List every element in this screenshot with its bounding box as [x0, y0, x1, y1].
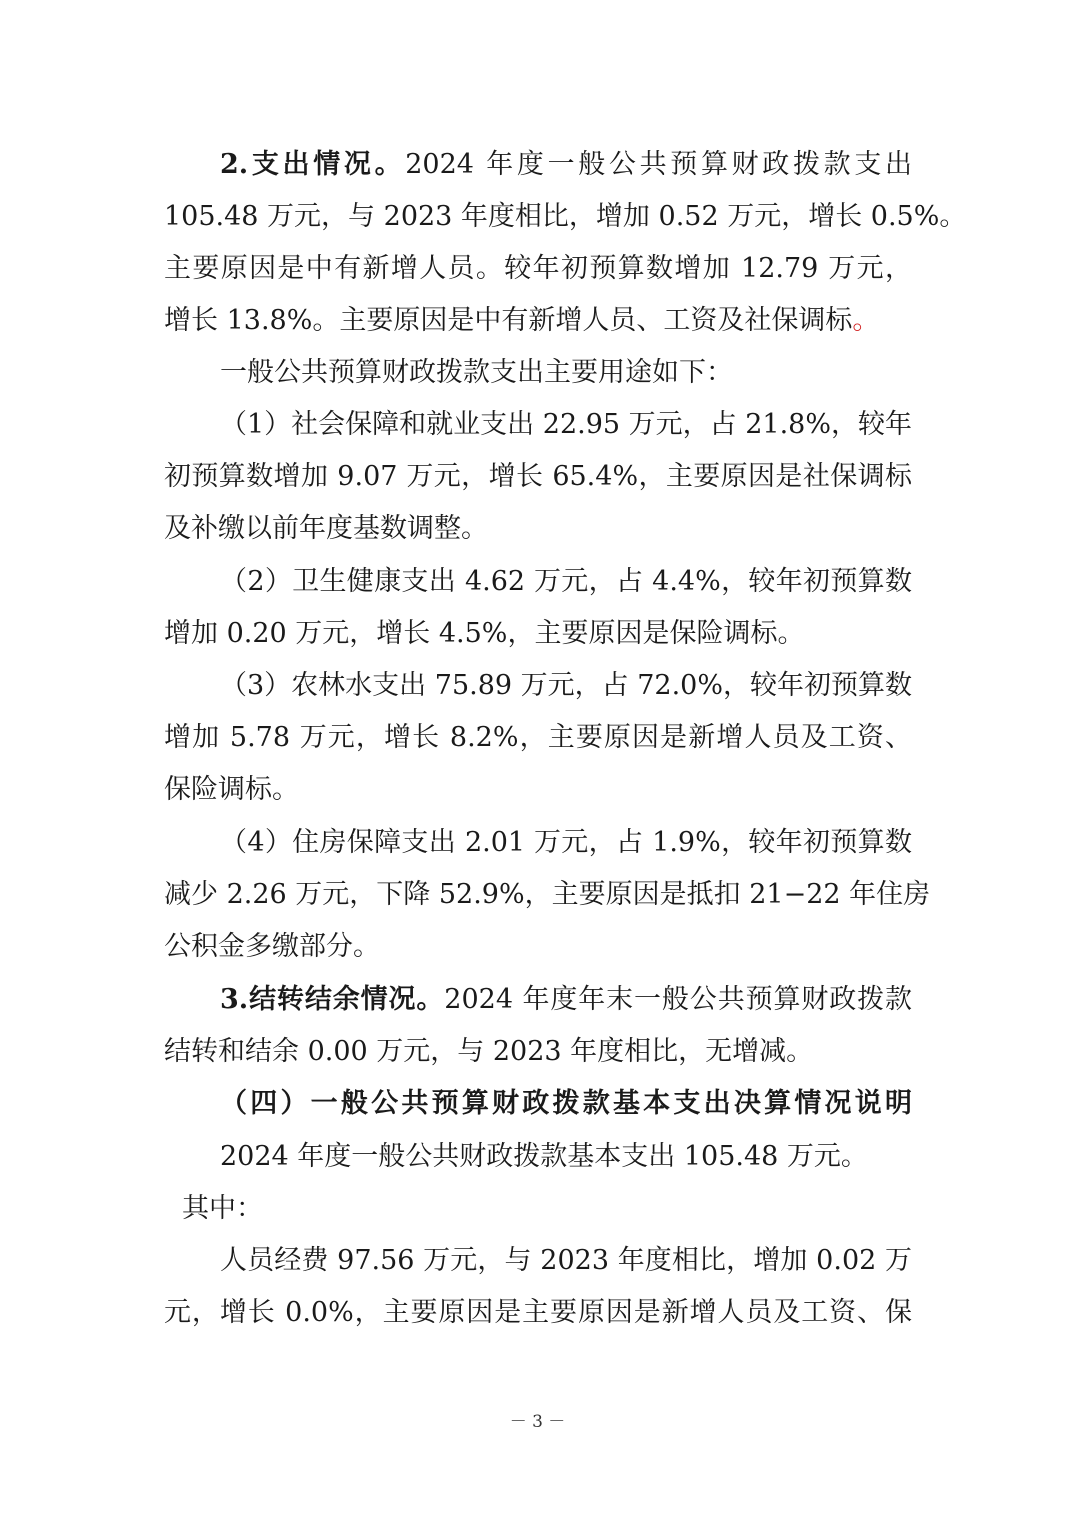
- section-four-heading: （四）一般公共预算财政拨款基本支出决算情况说明: [220, 1088, 912, 1119]
- expenditure-heading: 2.支出情况。: [220, 149, 406, 180]
- item2-line-2: 增加 0.20 万元，增长 4.5%，主要原因是保险调标。: [164, 618, 805, 649]
- expenditure-line-1: [220, 145, 912, 185]
- carryover-line-2: 结转和结余 0.00 万元，与 2023 年度相比，无增减。: [164, 1036, 814, 1067]
- basic-line-2: 其中：: [182, 1193, 263, 1224]
- item2-line-1: （2）卫生健康支出 4.62 万元，占 4.4%，较年初预算数: [220, 566, 912, 597]
- carryover-heading: 3.结转结余情况。: [220, 984, 445, 1015]
- uses-intro: 一般公共预算财政拨款支出主要用途如下：: [220, 357, 733, 388]
- item1-line-3: 及补缴以前年度基数调整。: [164, 513, 488, 544]
- carryover-line-1-text: 2024 年度年末一般公共预算财政拨款: [444, 984, 913, 1015]
- expenditure-line-3: 主要原因是中有新增人员。较年初预算数增加 12.79 万元，: [164, 253, 912, 284]
- item4-line-1: （4）住房保障支出 2.01 万元，占 1.9%，较年初预算数: [220, 827, 912, 858]
- carryover-line-1: [220, 980, 912, 1020]
- basic-line-1: 2024 年度一般公共财政拨款基本支出 105.48 万元。: [220, 1141, 868, 1172]
- expenditure-line-1-text: 2024 年度一般公共预算财政拨款支出: [405, 149, 913, 180]
- expenditure-line-4-end-mark: 。: [852, 305, 880, 336]
- item3-line-1: （3）农林水支出 75.89 万元，占 72.0%，较年初预算数: [220, 670, 912, 701]
- personnel-line-2: 元，增长 0.0%，主要原因是主要原因是新增人员及工资、保: [164, 1297, 912, 1328]
- item1-line-1: （1）社会保障和就业支出 22.95 万元，占 21.8%，较年: [220, 409, 912, 440]
- item1-line-2: 初预算数增加 9.07 万元，增长 65.4%，主要原因是社保调标: [164, 461, 912, 492]
- item4-line-3: 公积金多缴部分。: [164, 931, 380, 962]
- item4-line-2: 减少 2.26 万元，下降 52.9%，主要原因是抵扣 21−22 年住房: [164, 879, 931, 910]
- expenditure-line-4-text: 增长 13.8%。主要原因是中有新增人员、工资及社保调标: [164, 305, 853, 336]
- expenditure-line-2: 105.48 万元，与 2023 年度相比，增加 0.52 万元，增长 0.5%。: [164, 201, 967, 232]
- item3-line-3: 保险调标。: [164, 774, 299, 805]
- personnel-line-1: 人员经费 97.56 万元，与 2023 年度相比，增加 0.02 万: [220, 1245, 912, 1276]
- expenditure-line-4: [164, 301, 912, 341]
- page-number: － 3 －: [509, 1412, 566, 1432]
- item3-line-2: 增加 5.78 万元，增长 8.2%，主要原因是新增人员及工资、: [164, 722, 912, 753]
